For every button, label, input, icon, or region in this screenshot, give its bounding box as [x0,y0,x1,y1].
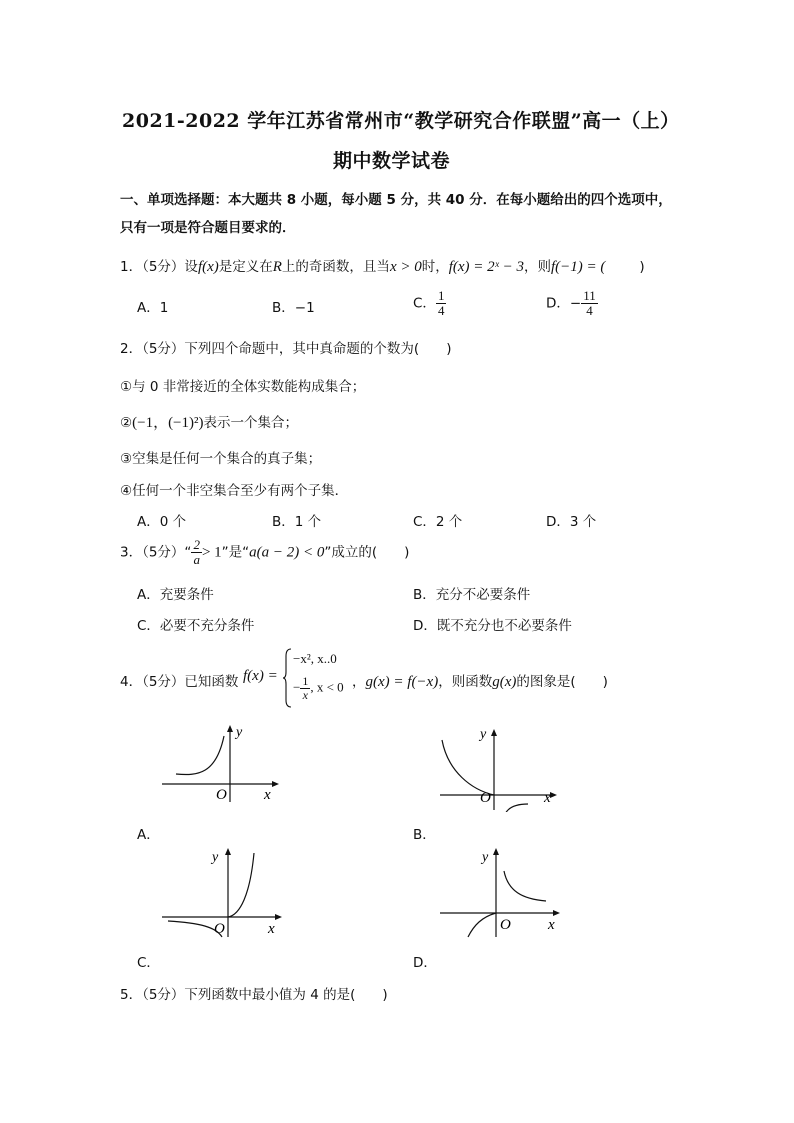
question-4-prefix: 4．（5分）已知函数 [120,674,239,690]
question-4-fx: f(x) = [243,668,278,684]
page-title-line2: 期中数学试卷 [333,150,451,172]
question-3-option-b: B．充分不必要条件 [413,587,531,603]
question-2-option-a: A．0 个 [137,514,187,530]
graph-c-x-label: x [268,921,275,937]
graph-d [438,845,563,940]
question-4-option-b: B． [413,827,436,843]
graph-b-origin-label: O [480,790,491,806]
graph-a-y-label: y [236,725,243,740]
graph-d-origin-label: O [500,917,511,933]
question-4-option-d: D． [413,955,437,971]
graph-a-x-label: x [264,787,271,803]
question-4-case2: − $\frac{1}{x}$ , x < 0 [293,674,344,702]
question-4-case1: −x², x..0 [293,651,337,666]
graph-c-origin-label: O [214,921,225,937]
question-4-rest: ，g(x) = f(−x)，则函数g(x)的图象是( ) [352,674,608,690]
question-2-option-c: C．2 个 [413,514,463,530]
graph-c [160,845,285,940]
question-1-option-c: C． $\frac{1}{4}$ [413,288,445,318]
question-1-option-d: D．− $\frac{11}{4}$ [546,288,596,318]
question-2-stem: 2．（5分）下列四个命题中，其中真命题的个数为( ) [120,341,452,357]
graph-a [160,722,280,807]
question-1-stem: 1．（5分）设f(x)是定义在R上的奇函数，且当x > 0时，f(x) = 2ˣ − 3，则f(−1) = ( ) [120,259,645,275]
question-4-option-a: A． [137,827,160,843]
question-1-option-b: B．−1 [272,300,315,316]
graph-b-y-label: y [480,727,487,742]
question-1-option-a: A．1 [137,300,169,316]
section-header-line1: 一、单项选择题：本大题共 8 小题，每小题 5 分，共 40 分．在每小题给出的四个选项中， [120,192,672,208]
question-3-option-d: D．既不充分也不必要条件 [413,618,572,634]
question-2-statement-3: ③空集是任何一个集合的真子集； [120,451,322,467]
question-4-option-c: C． [137,955,160,971]
graph-b [438,722,558,812]
question-3-option-c: C．必要不充分条件 [137,618,255,634]
question-2-statement-4: ④任何一个非空集合至少有两个子集． [120,483,349,499]
question-2-statement-1: ①与 0 非常接近的全体实数能构成集合； [120,379,366,395]
question-2-option-d: D．3 个 [546,514,597,530]
graph-a-origin-label: O [216,787,227,803]
question-2-statement-2: ②(−1，(−1)²)表示一个集合； [120,415,299,431]
question-5-stem: 5．（5分）下列函数中最小值为 4 的是( ) [120,987,388,1003]
question-3-stem: 3．（5分）“ $\frac{2}{a}$ > 1”是“a(a − 2) < 0”成立的( ) [120,537,410,567]
piecewise-brace [283,648,293,708]
graph-d-y-label: y [482,850,489,865]
section-header-line2: 只有一项是符合题目要求的． [120,220,296,236]
question-2-option-b: B．1 个 [272,514,322,530]
graph-b-x-label: x [544,790,551,806]
graph-d-x-label: x [548,917,555,933]
page-title-line1: 2021-2022 学年江苏省常州市“教学研究合作联盟”高一（上） [122,110,680,132]
question-3-option-a: A．充要条件 [137,587,214,603]
graph-c-y-label: y [212,850,219,865]
